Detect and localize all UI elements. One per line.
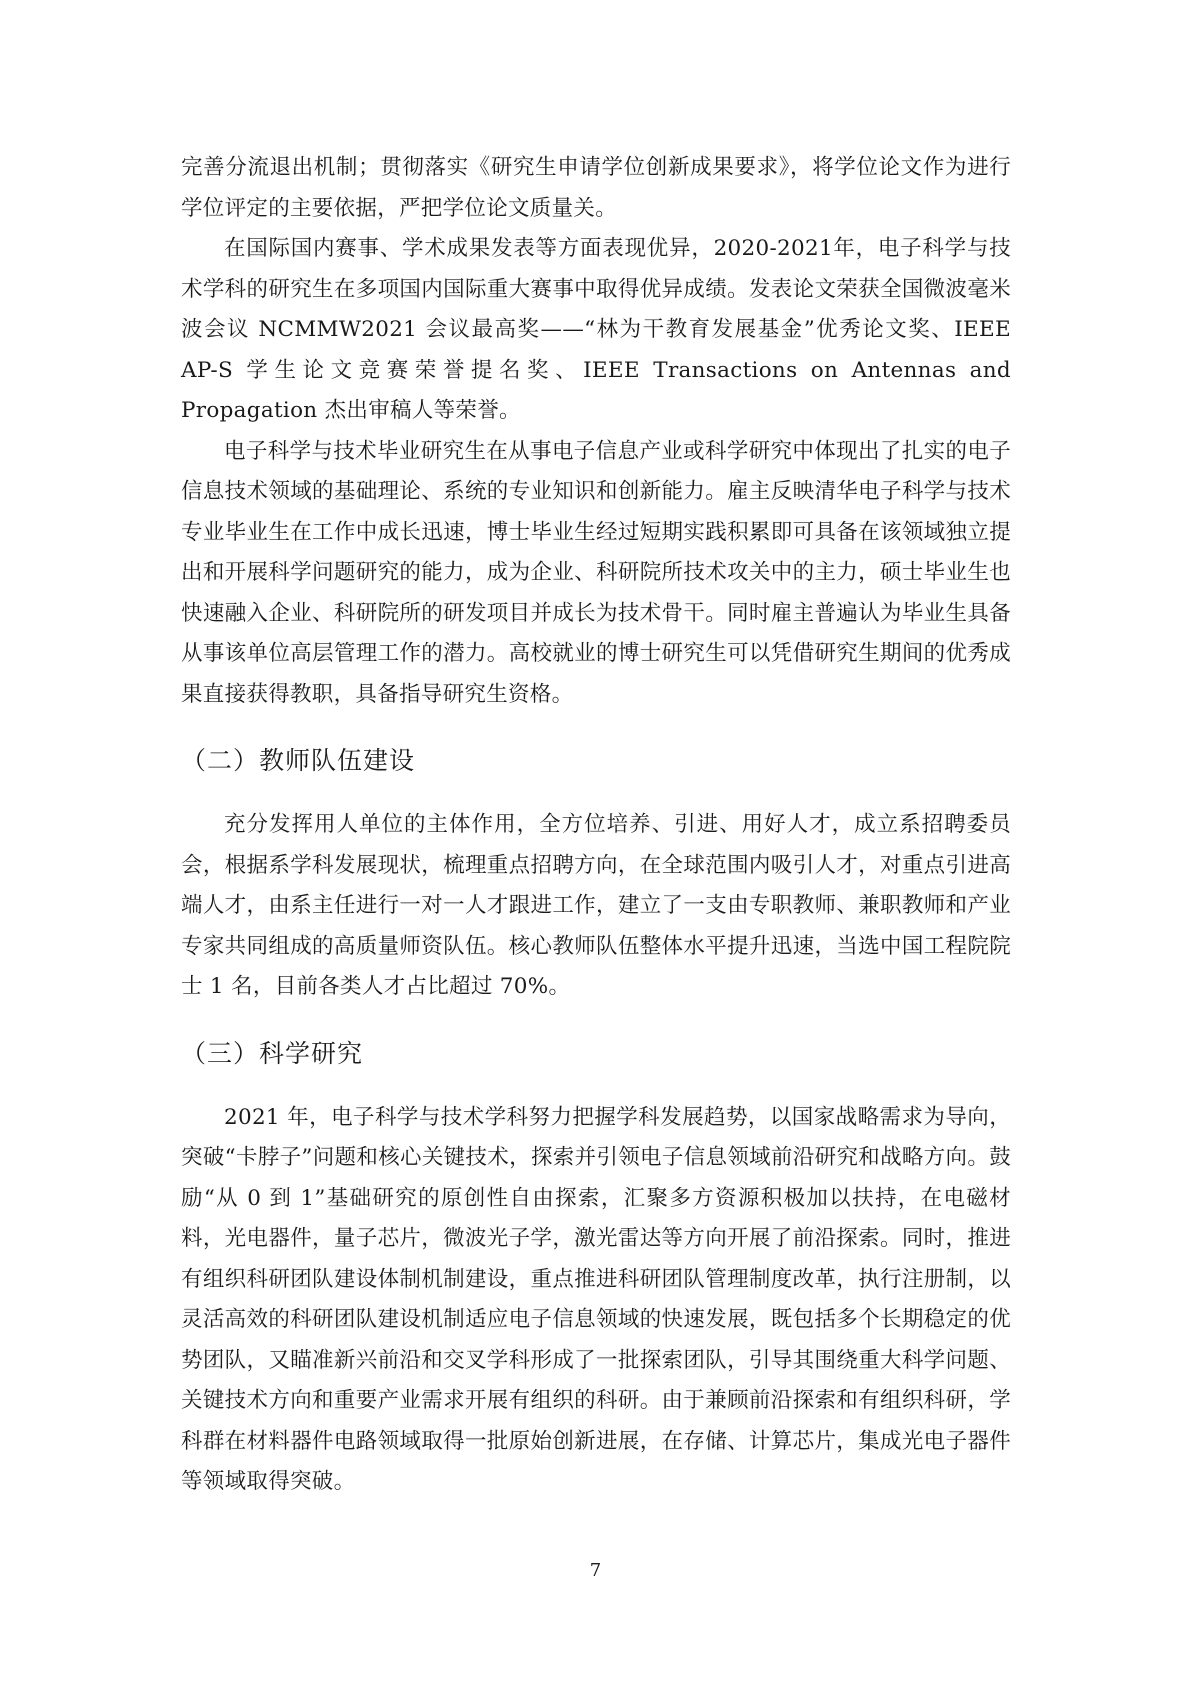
- document-page: [181, 148, 1011, 1503]
- paragraph-continued: 完善分流退出机制；贯彻落实《研究生申请学位创新成果要求》，将学位论文作为进行学位评定的主要依据，严把学位论文质量关。: [181, 155, 1011, 221]
- paragraph-research: 2021 年，电子科学与技术学科努力把握学科发展趋势，以国家战略需求为导向，突破“卡脖子”问题和核心关键技术，探索并引领电子信息领域前沿研究和战略方向。鼓励“从 0 到 1”基础研究的原创性自由探索，汇聚多方资源积极加以扶持，在电磁材料，光电器件，量子芯片，微波光子学，激光雷达等方向开展了前沿探索。同时，推进有组织科研团队建设体制机制建设，重点推进科研团队管理制度改革，执行注册制，以灵活高效的科研团队建设机制适应电子信息领域的快速发展，既包括多个长期稳定的优势团队，又瞄准新兴前沿和交叉学科形成了一批探索团队，引导其围绕重大科学问题、关键技术方向和重要产业需求开展有组织的科研。由于兼顾前沿探索和有组织科研，学科群在材料器件电路领域取得一批原始创新进展，在存储、计算芯片，集成光电子器件等领域取得突破。: [181, 1104, 1011, 1494]
- paragraph-faculty: 充分发挥用人单位的主体作用，全方位培养、引进、用好人才，成立系招聘委员会，根据系学科发展现状，梳理重点招聘方向，在全球范围内吸引人才，对重点引进高端人才，由系主任进行一对一人才跟进工作，建立了一支由专职教师、兼职教师和产业专家共同组成的高质量师资队伍。核心教师队伍整体水平提升迅速，当选中国工程院院士 1 名，目前各类人才占比超过 70%。: [181, 812, 1011, 999]
- section-heading-research: （三）科学研究: [181, 1038, 364, 1068]
- page-number: 7: [589, 1560, 602, 1581]
- paragraph-graduates: 电子科学与技术毕业研究生在从事电子信息产业或科学研究中体现出了扎实的电子信息技术领域的基础理论、系统的专业知识和创新能力。雇主反映清华电子科学与技术专业毕业生在工作中成长迅速，博士毕业生经过短期实践积累即可具备在该领域独立提出和开展科学问题研究的能力，成为企业、科研院所技术攻关中的主力，硕士毕业生也快速融入企业、科研院所的研发项目并成长为技术骨干。同时雇主普遍认为毕业生具备从事该单位高层管理工作的潜力。高校就业的博士研究生可以凭借研究生期间的优秀成果直接获得教职，具备指导研究生资格。: [181, 438, 1011, 707]
- section-heading-faculty: （二）教师队伍建设: [181, 746, 416, 775]
- paragraph-achievements: 在国际国内赛事、学术成果发表等方面表现优异，2020-2021年，电子科学与技术学科的研究生在多项国内国际重大赛事中取得优异成绩。发表论文荣获全国微波毫米波会议 NCMMW2021 会议最高奖——“林为干教育发展基金”优秀论文奖、IEEE AP-S 学生论文竞赛荣誉提名奖、IEEE Transactions on Antennas and Propagation 杰出审稿人等荣誉。: [181, 236, 1011, 423]
